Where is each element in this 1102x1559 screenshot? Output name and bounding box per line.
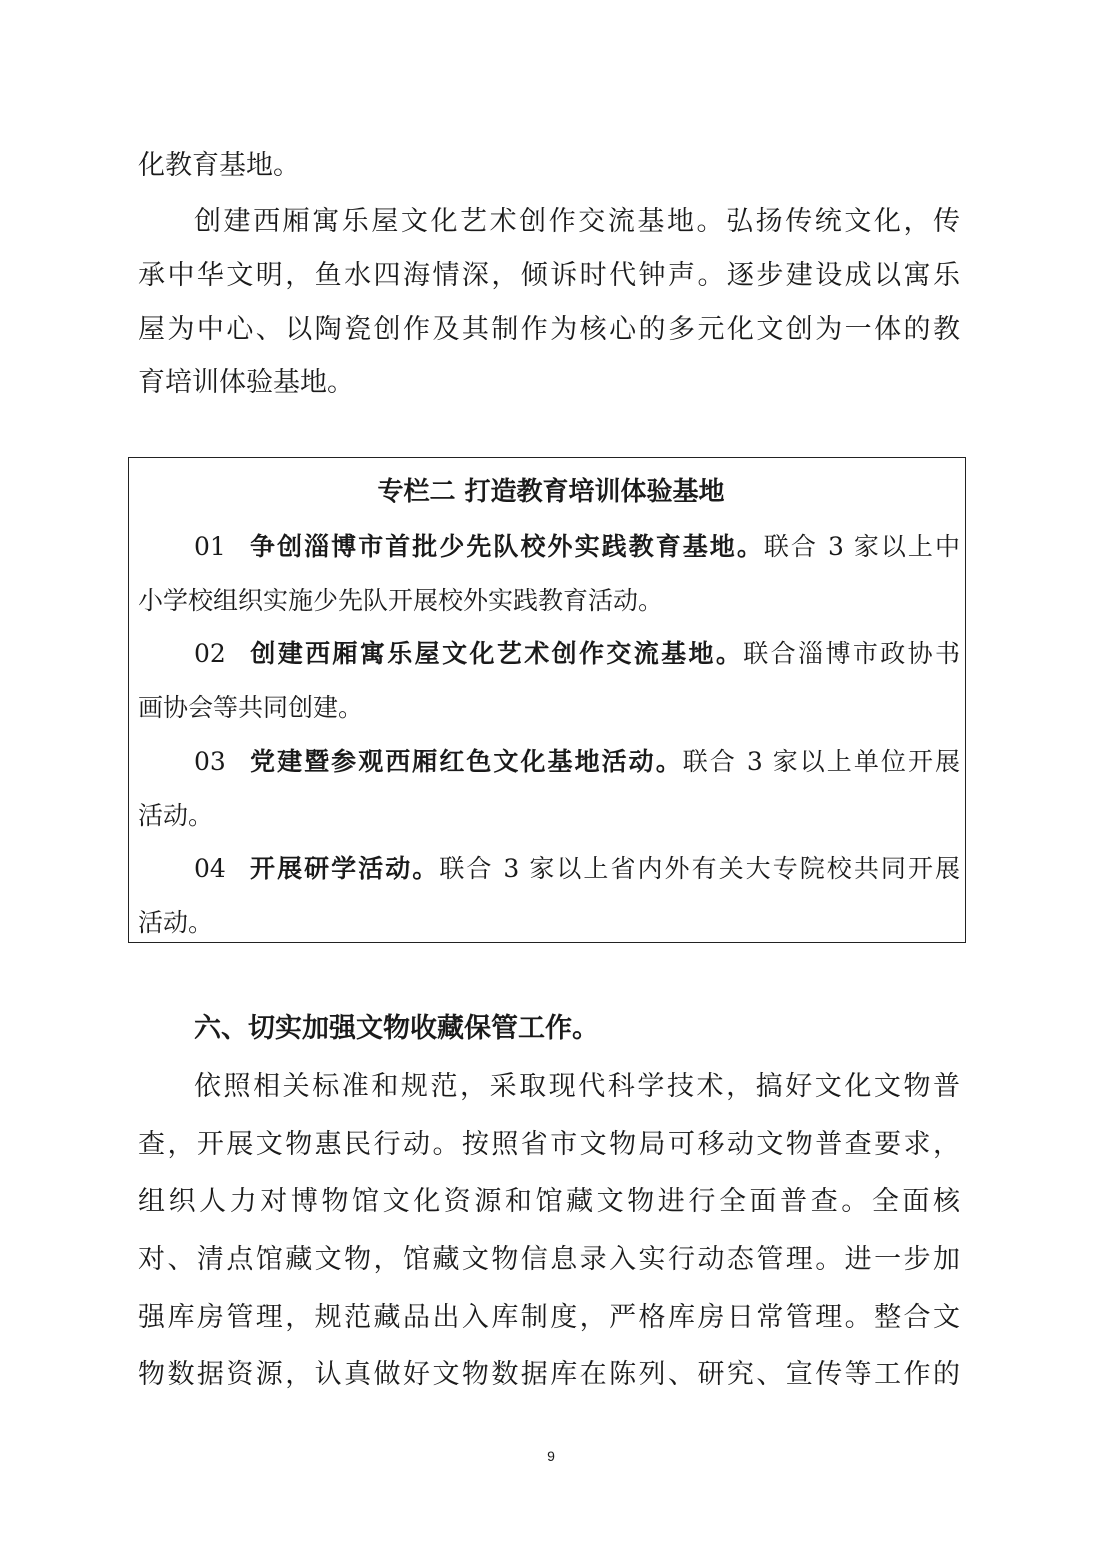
item-text: 联合 3 家以上省内外有关大专院校共同开展	[439, 854, 960, 883]
page-number: 9	[547, 1448, 555, 1464]
paragraph-line: 依照相关标准和规范，采取现代科学技术，搞好文化文物普	[194, 1071, 960, 1102]
column-title: 专栏二 打造教育培训体验基地	[377, 477, 725, 507]
column-item-continuation: 活动。	[138, 801, 214, 830]
item-number: 02	[194, 639, 226, 668]
item-title: 争创淄博市首批少先队校外实践教育基地。	[248, 532, 764, 561]
column-item-continuation: 画协会等共同创建。	[138, 693, 364, 722]
item-title: 创建西厢寓乐屋文化艺术创作交流基地。	[248, 639, 744, 668]
paragraph-line: 组织人力对博物馆文化资源和馆藏文物进行全面普查。全面核	[138, 1186, 960, 1217]
paragraph-line: 化教育基地。	[138, 150, 300, 181]
paragraph-line: 查，开展文物惠民行动。按照省市文物局可移动文物普查要求，	[138, 1129, 960, 1160]
paragraph-line: 创建西厢寓乐屋文化艺术创作交流基地。弘扬传统文化，传	[194, 206, 960, 237]
column-item-continuation: 活动。	[138, 908, 214, 937]
item-text: 联合 3 家以上中	[763, 532, 960, 561]
item-text: 联合淄博市政协书	[743, 639, 960, 668]
item-text: 联合 3 家以上单位开展	[682, 747, 960, 776]
column-item-continuation: 小学校组织实施少先队开展校外实践教育活动。	[138, 586, 664, 615]
paragraph-line: 物数据资源，认真做好文物数据库在陈列、研究、宣传等工作的	[138, 1359, 960, 1390]
section-heading: 六、切实加强文物收藏保管工作。	[194, 1013, 599, 1044]
paragraph-line: 强库房管理，规范藏品出入库制度，严格库房日常管理。整合文	[138, 1302, 960, 1333]
paragraph-line: 对、清点馆藏文物，馆藏文物信息录入实行动态管理。进一步加	[138, 1244, 960, 1275]
column-item	[194, 637, 960, 671]
item-number: 03	[194, 747, 226, 776]
item-title: 开展研学活动。	[248, 854, 440, 883]
item-number: 04	[194, 854, 226, 883]
column-item	[194, 852, 960, 886]
item-title: 党建暨参观西厢红色文化基地活动。	[248, 747, 683, 776]
item-number: 01	[194, 532, 226, 561]
column-item	[194, 745, 960, 779]
column-item	[194, 530, 960, 564]
paragraph-line: 育培训体验基地。	[138, 367, 354, 398]
paragraph-line: 承中华文明，鱼水四海情深，倾诉时代钟声。逐步建设成以寓乐	[138, 260, 960, 291]
paragraph-line: 屋为中心、以陶瓷创作及其制作为核心的多元化文创为一体的教	[138, 314, 960, 345]
